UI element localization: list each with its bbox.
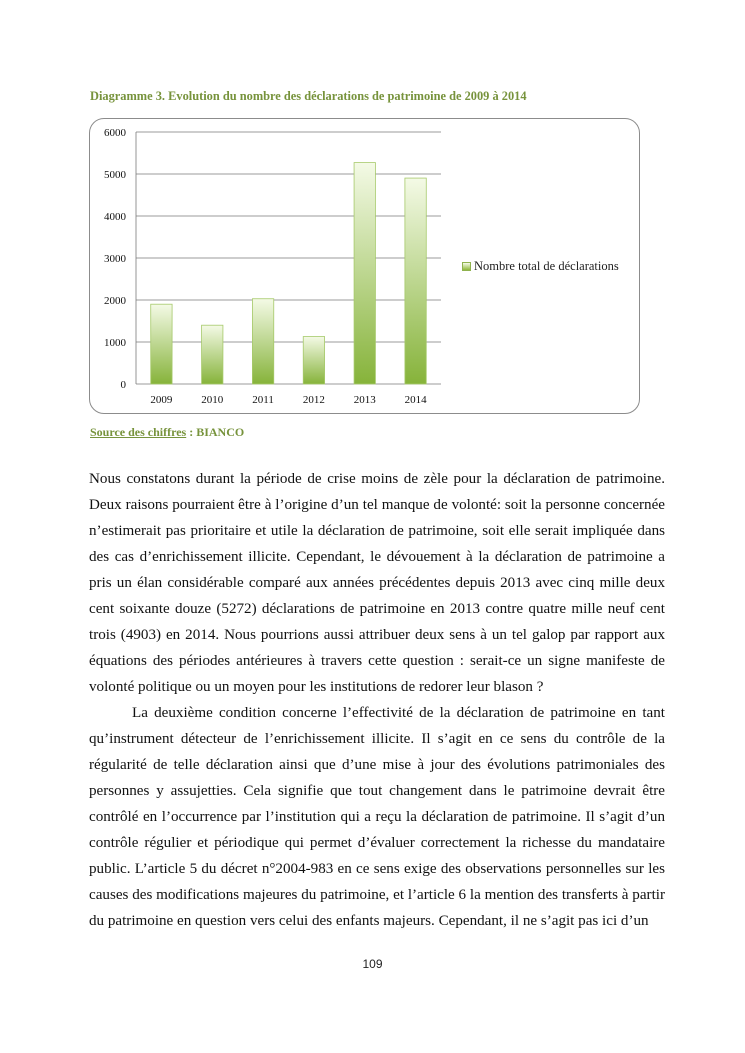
bar-2011 [252, 299, 273, 384]
bar-2010 [202, 325, 223, 384]
y-tick-label: 4000 [104, 211, 126, 223]
figure-caption: Diagramme 3. Evolution du nombre des déclarations de patrimoine de 2009 à 2014 [90, 89, 527, 103]
legend-label: Nombre total de déclarations [474, 259, 619, 273]
x-tick-label: 2009 [150, 394, 173, 406]
source-value: : BIANCO [186, 425, 245, 439]
figure-source [90, 425, 244, 440]
x-tick-label: 2010 [201, 394, 224, 406]
y-tick-label: 0 [120, 379, 126, 391]
bar-2009 [151, 304, 172, 384]
x-tick-label: 2013 [353, 394, 376, 406]
y-tick-label: 2000 [104, 295, 126, 307]
chart-frame [89, 118, 640, 414]
legend-swatch [462, 262, 471, 271]
x-tick-label: 2014 [404, 394, 427, 406]
bar-2014 [405, 178, 426, 384]
paragraph-2: La deuxième condition concerne l’effectivité de la déclaration de patrimoine en tant qu’instrument détecteur de l’enrichissement illicite. Il s’agit en ce sens du contrôle de la régularité de telle déclaration ainsi que d’une mise à jour des évolutions patrimoniales des personnes y assujetties. Cela signifie que tout changement dans le patrimoine devrait être contrôlé en l’occurrence par l’institution qui a reçu la déclaration de patrimoine. Il s’agit d’un contrôle régulier et périodique qui permet d’évaluer correctement la richesse du mandataire public. L’article 5 du décret n°2004-983 en ce sens exige des observations personnelles sur les causes des modifications majeures du patrimoine, et l’article 6 la mention des transferts à partir du patrimoine en question vers celui des enfants majeurs. Cependant, il ne s’agit pas ici d’un [89, 705, 665, 929]
paragraph-1: Nous constatons durant la période de crise moins de zèle pour la déclaration de patrimoine. Deux raisons pourraient être à l’origine d’un tel manque de volonté: soit la personne concernée n’estimerait pas prioritaire et utile la déclaration de patrimoine, soit elle serait impliquée dans des cas d’enrichissement illicite. Cependant, le dévouement à la déclaration de patrimoine a pris un élan considérable comparé aux années précédentes depuis 2013 avec cinq mille deux cent soixante douze (5272) déclarations de patrimoine en 2013 contre quatre mille neuf cent trois (4903) en 2014. Nous pourrions aussi attribuer deux sens à un tel galop par rapport aux équations des périodes antérieures à travers cette question : serait-ce un signe manifeste de volonté politique ou un moyen pour les institutions de redorer leur blason ? [89, 471, 665, 695]
chart-legend [462, 259, 619, 274]
body-text [89, 466, 665, 934]
bar-2012 [303, 337, 324, 384]
y-tick-label: 1000 [104, 337, 126, 349]
source-label: Source des chiffres [90, 425, 187, 439]
x-tick-label: 2012 [302, 394, 325, 406]
y-tick-label: 6000 [104, 127, 126, 139]
x-tick-label: 2011 [252, 394, 274, 406]
y-tick-label: 3000 [104, 253, 126, 265]
bar-2013 [354, 163, 375, 384]
page-number: 109 [362, 957, 383, 971]
y-tick-label: 5000 [104, 169, 126, 181]
